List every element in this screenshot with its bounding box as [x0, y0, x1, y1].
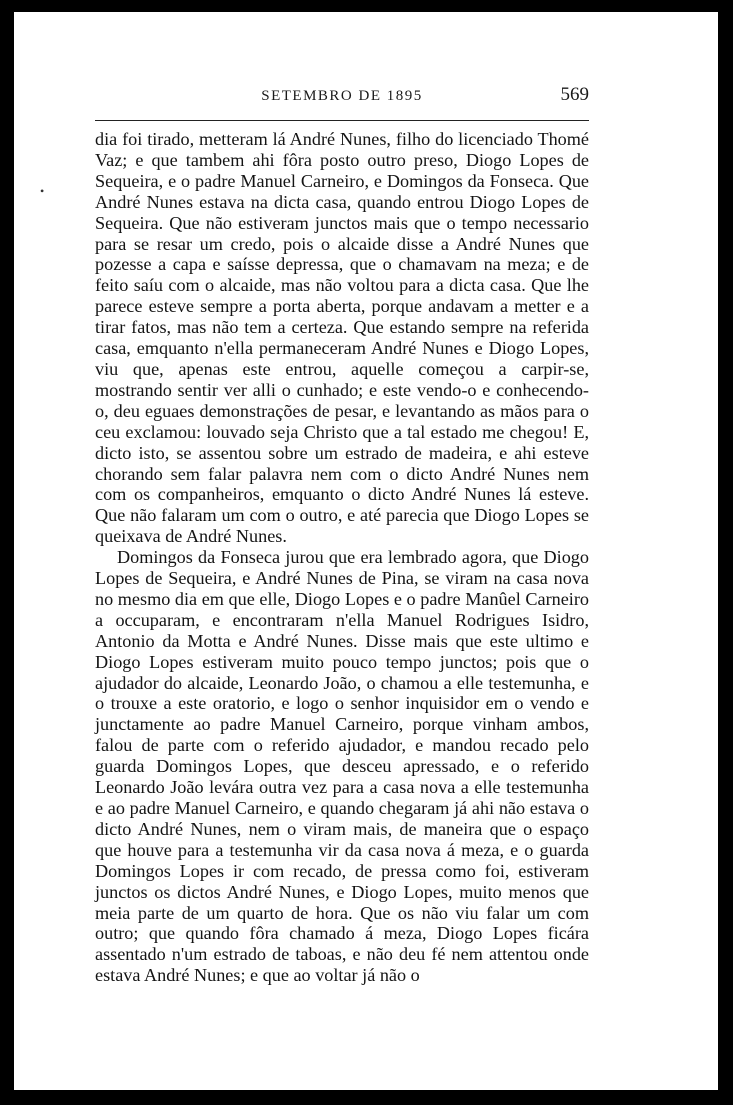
- running-head: [95, 80, 589, 114]
- header-rule: [95, 120, 589, 121]
- page-number: 569: [560, 84, 589, 105]
- book-page: [14, 12, 718, 1090]
- margin-speck: •: [40, 184, 45, 198]
- paragraph-1: dia foi tirado, metteram lá André Nunes, filho do licenciado Thomé Vaz; e que tambem ahi fôra posto outro preso, Diogo Lopes de Sequeira, e o padre Manuel Carneiro, e Domingos da Fonseca. Que André Nunes estava na dicta casa, quando entrou Diogo Lopes de Sequeira. Que não estiveram junctos mais que o tempo necessario para se resar um credo, pois o alcaide disse a André Nunes que pozesse a capa e saísse depressa, que o chamavam na meza; e de feito saíu com o alcaide, mas não voltou para a dicta casa. Que lhe parece esteve sempre a porta aberta, porque andavam a metter e a tirar fatos, mas não tem a certeza. Que estando sempre na referida casa, emquanto n'ella permaneceram André Nunes e Diogo Lopes, viu que, apenas este entrou, aquelle começou a carpir-se, mostrando sentir ver alli o cunhado; e este vendo-o e conhecendo-o, deu eguaes demonstrações de pesar, e levantando as mãos para o ceu exclamou: louvado seja Christo que a tal estado me chegou! E, dicto isto, se assentou sobre um estrado de madeira, e ahi esteve chorando sem falar palavra nem com o dicto André Nunes nem com os companheiros, emquanto o dicto André Nunes lá esteve. Que não falaram um com o outro, e até parecia que Diogo Lopes se queixava de André Nunes.: [95, 129, 589, 547]
- running-title: SETEMBRO DE 1895: [261, 88, 423, 104]
- body-text: [95, 129, 589, 986]
- paragraph-2: Domingos da Fonseca jurou que era lembrado agora, que Diogo Lopes de Sequeira, e André Nunes de Pina, se viram na casa nova no mesmo dia em que elle, Diogo Lopes e o padre Manûel Carneiro a occuparam, e encontraram n'ella Manuel Rodrigues Isidro, Antonio da Motta e André Nunes. Disse mais que este ultimo e Diogo Lopes estiveram muito pouco tempo junctos; pois que o ajudador do alcaide, Leonardo João, o chamou a elle testemunha, e o trouxe a este oratorio, e logo o senhor inquisidor em o vendo e junctamente ao padre Manuel Carneiro, porque vinham ambos, falou de parte com o referido ajudador, e mandou recado pelo guarda Domingos Lopes, que desceu apressado, e o referido Leonardo João levára outra vez para a casa nova a elle testemunha e ao padre Manuel Carneiro, e quando chegaram já ahi não estava o dicto André Nunes, nem o viram mais, de maneira que o espaço que houve para a testemunha vir da casa nova á meza, e o guarda Domingos Lopes ir com recado, de pressa como foi, estiveram junctos os dictos André Nunes, e Diogo Lopes, muito menos que meia parte de um quarto de hora. Que os não viu falar um com outro; que quando fôra chamado á meza, Diogo Lopes ficára assentado n'um estrado de taboas, e não deu fé nem attentou onde estava André Nunes; e que ao voltar já não o: [95, 547, 589, 986]
